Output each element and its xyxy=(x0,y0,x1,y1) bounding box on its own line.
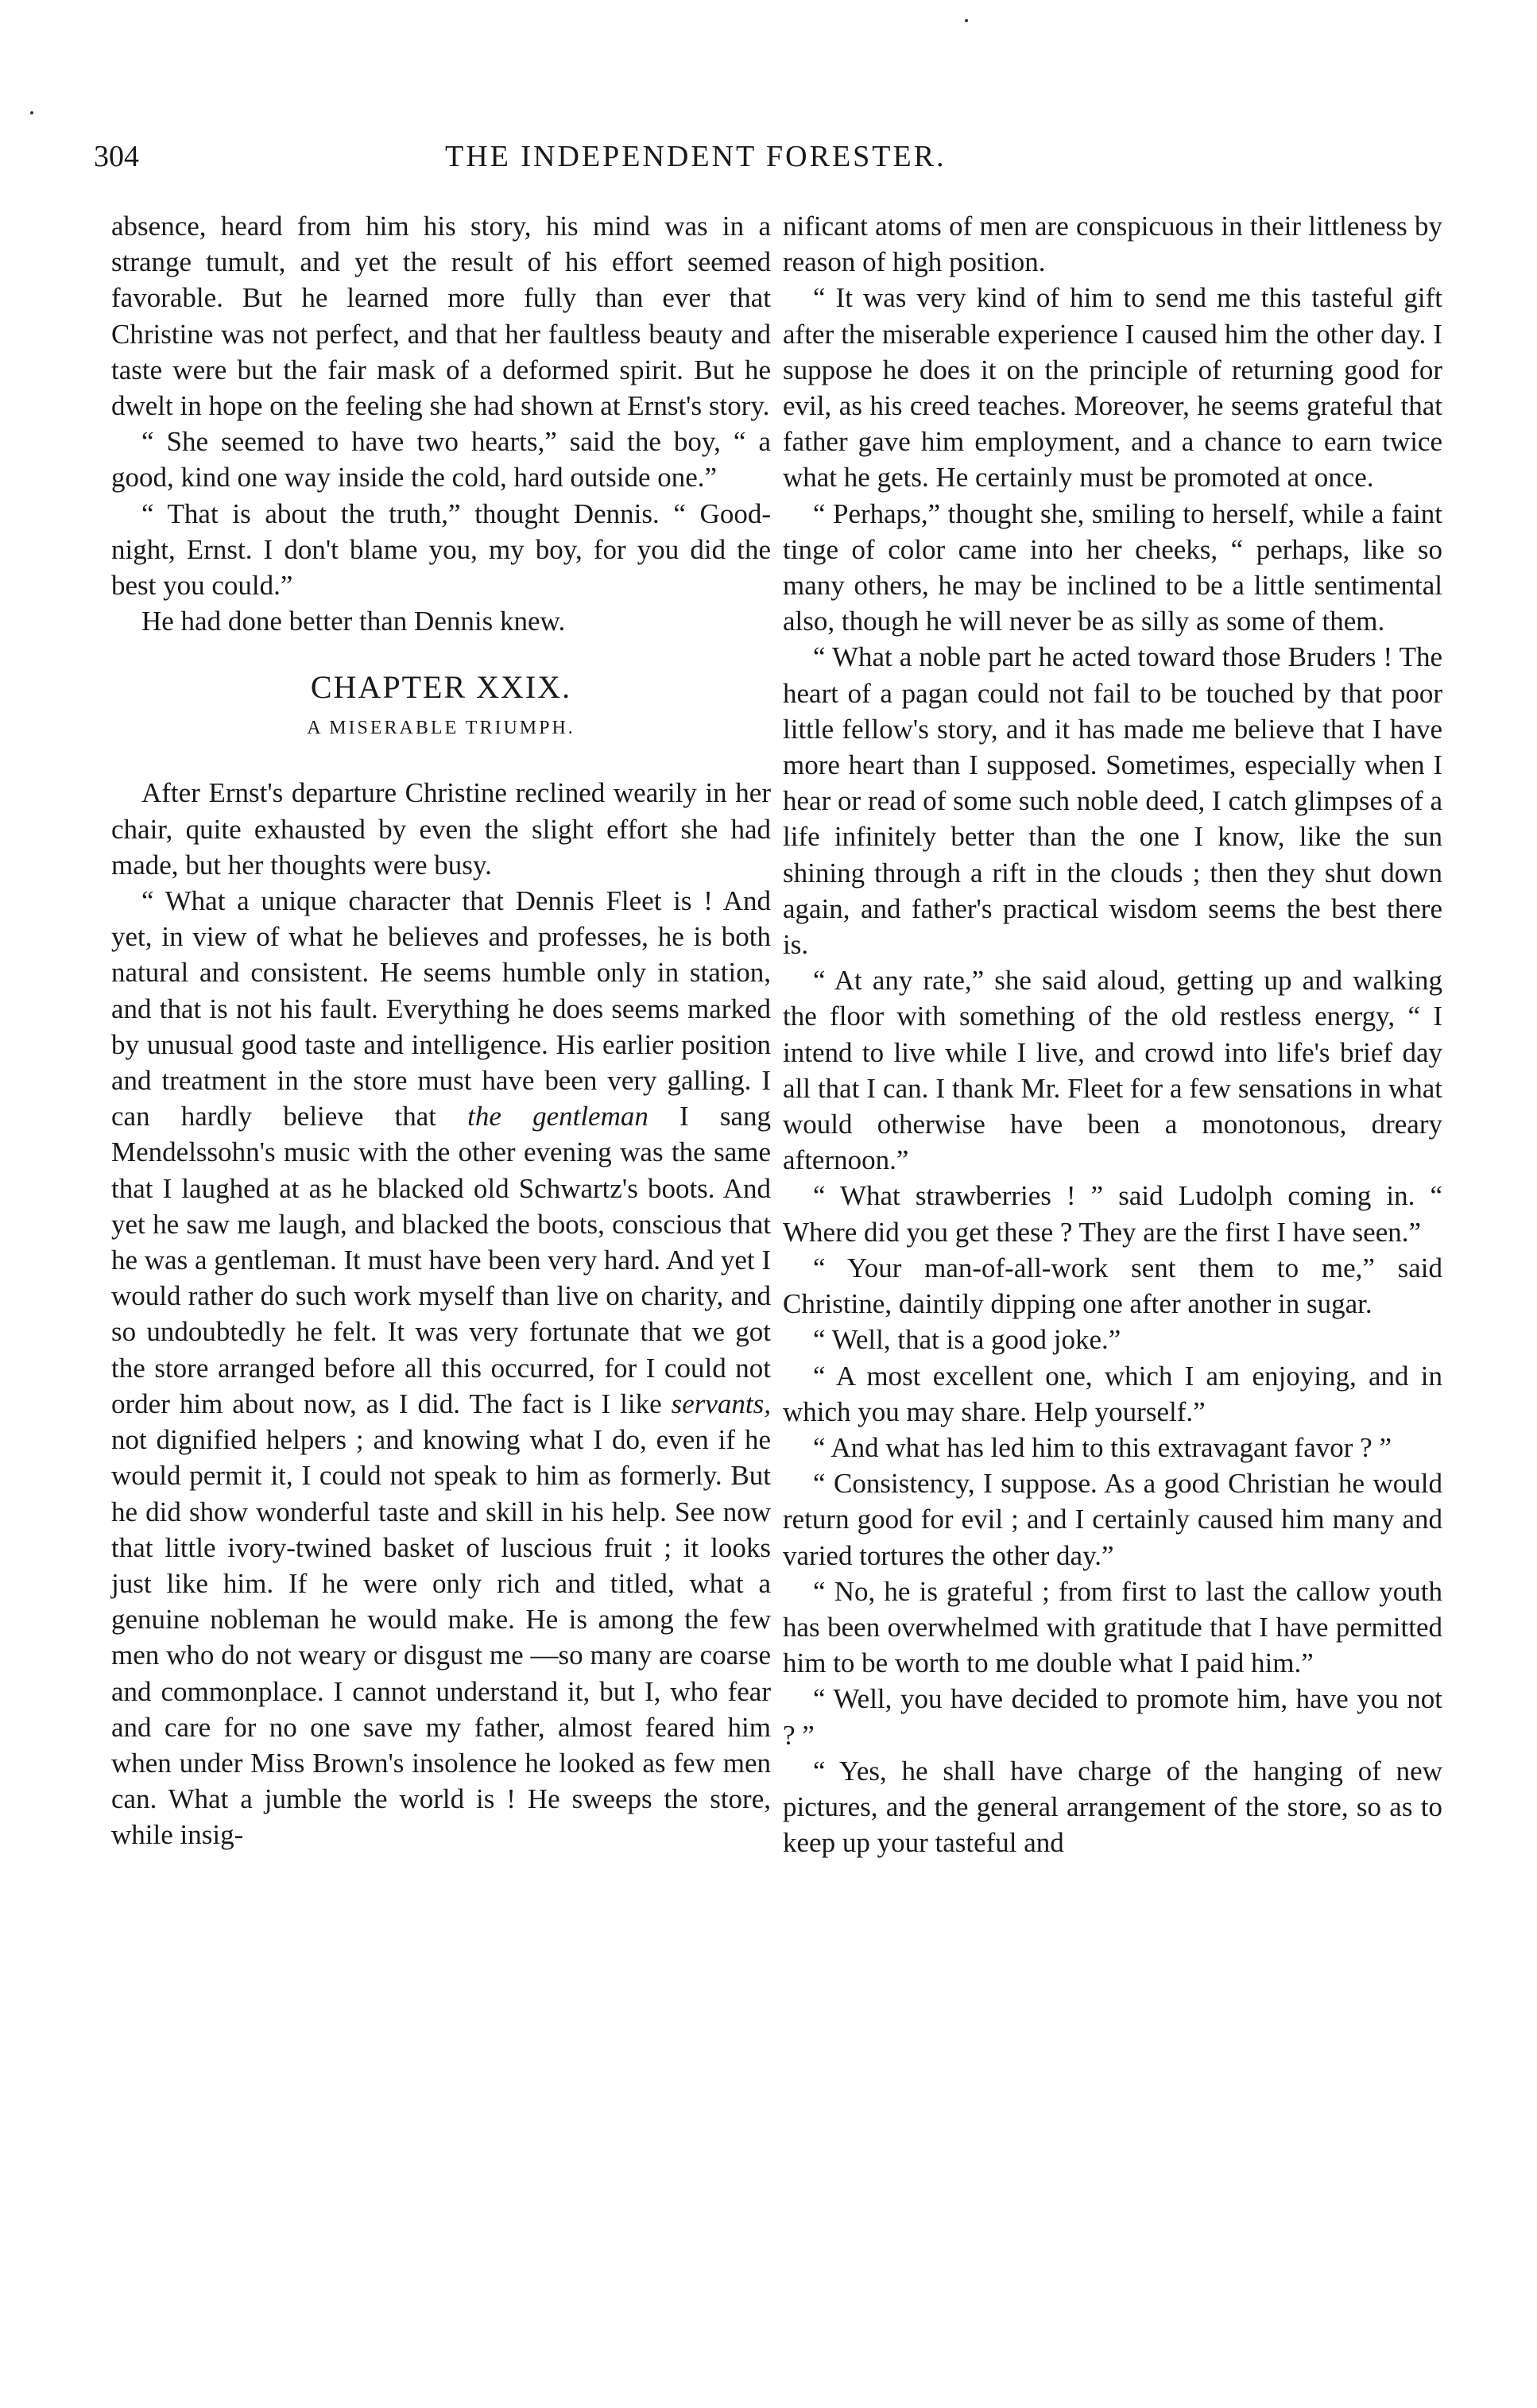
paragraph: “ What strawberries ! ” said Ludolph coming in. “ Where did you get these ? They are the first I have seen.” xyxy=(783,1180,1442,1248)
paragraph: absence, heard from him his story, his mind was in a strange tumult, and yet the result of his effort seemed favorable. But he learned more fully than ever that Christine was not perfect, and that her faultless beauty and taste were but the fair mask of a deformed spirit. But he dwelt in hope on the feeling she had shown at Ernst's story. xyxy=(111,211,771,422)
text-run: “ What a unique character that Dennis Fleet is ! And yet, in view of what he believes and professes, he is both natural and consistent. He seems humble only in station, and that is not his fault. Everything he does seems marked by unusual good taste and intelligence. His earlier position and treatment in the store must have been very galling. I can hardly believe that xyxy=(111,885,771,1132)
running-title: THE INDEPENDENT FORESTER. xyxy=(445,140,947,173)
paragraph: “ No, he is grateful ; from first to last the callow youth has been overwhelmed with gratitude that I have permitted him to be worth to me double what I paid him.” xyxy=(783,1575,1442,1679)
paragraph: “ A most excellent one, which I am enjoying, and in which you may share. Help yourself.” xyxy=(783,1360,1442,1427)
text-run: I sang Mendelssohn's music with the other evening was the same that I laughed at as he blacked old Schwartz's boots. And yet he saw me laugh, and blacked the boots, conscious that he was a gentleman. It must have been very hard. And yet I would rather do such work myself than live on charity, and so undoubtedly he felt. It was very fortunate that we got the store arranged before all this occurred, for I could not order him about now, as I did. The fact is I like xyxy=(111,1101,772,1419)
paragraph: “ At any rate,” she said aloud, getting up and walking the floor with something of the old restless energy, “ I intend to live while I live, and crowd into life's brief day all that I can. I thank Mr. Fleet for a few sensations in what would otherwise have been a monotonous, dreary afternoon.” xyxy=(783,965,1442,1176)
paragraph: “ Well, that is a good joke.” xyxy=(813,1324,1121,1356)
paragraph: “ Perhaps,” thought she, smiling to herself, while a faint tinge of color came into her cheeks, “ perhaps, like so many others, he may be inclined to be a little sentimental also, though he will never be as silly as some of them. xyxy=(783,497,1442,637)
italic-text: servants, xyxy=(671,1388,771,1419)
page-number: 304 xyxy=(94,140,139,173)
paragraph: “ Yes, he shall have charge of the hanging of new pictures, and the general arrangement of the store, so as to keep up your tasteful and xyxy=(783,1755,1442,1859)
paragraph: He had done better than Dennis knew. xyxy=(141,606,566,637)
paragraph xyxy=(111,883,771,1852)
paragraph: “ That is about the truth,” thought Dennis. “ Good-night, Ernst. I don't blame you, my boy, for you did the best you could.” xyxy=(111,497,771,602)
chapter-subtitle: A MISERABLE TRIUMPH. xyxy=(307,718,575,739)
paragraph: After Ernst's departure Christine reclined wearily in her chair, quite exhausted by even the slight effort she had made, but her thoughts were busy. xyxy=(111,777,771,881)
paragraph: “ Well, you have decided to promote him, have you not ? ” xyxy=(783,1683,1442,1751)
chapter-title: CHAPTER XXIX. xyxy=(310,669,572,706)
paragraph: “ And what has led him to this extravagant favor ? ” xyxy=(813,1431,1392,1463)
text-run: not dignified helpers ; and knowing what I do, even if he would permit it, I could not speak to him as formerly. But he did show wonderful taste and skill in his help. See now that little ivory-twined basket of luscious fruit ; it looks just like him. If he were only rich and titled, what a genuine nobleman he would make. He is among the few men who do not weary or disgust me —so many are coarse and commonplace. I cannot understand it, but I, who fear and care for no one save my father, almost feared him when under Miss Brown's insolence he looked as few men can. What a jumble the world is ! He sweeps the store, while insig- xyxy=(111,1424,771,1851)
print-speck xyxy=(30,111,33,114)
paragraph: “ She seemed to have two hearts,” said the boy, “ a good, kind one way inside the cold, hard outside one.” xyxy=(111,426,771,494)
left-column xyxy=(111,208,771,1853)
italic-text: the gentleman xyxy=(467,1101,648,1132)
paragraph: nificant atoms of men are conspicuous in their littleness by reason of high position. xyxy=(783,211,1442,278)
paragraph: “ Your man-of-all-work sent them to me,” said Christine, daintily dipping one after another in sugar. xyxy=(783,1252,1442,1320)
paragraph: “ It was very kind of him to send me this tasteful gift after the miserable experience I caused him the other day. I suppose he does it on the principle of returning good for evil, as his creed teaches. Moreover, he seems grateful that father gave him employment, and a chance to earn twice what he gets. He certainly must be promoted at once. xyxy=(783,282,1442,494)
right-column xyxy=(783,208,1442,1860)
paragraph: “ Consistency, I suppose. As a good Christian he would return good for evil ; and I certainly caused him many and varied tortures the other day.” xyxy=(783,1468,1442,1571)
paragraph: “ What a noble part he acted toward those Bruders ! The heart of a pagan could not fail to be touched by that poor little fellow's story, and it has made me believe that I have more heart than I supposed. Sometimes, especially when I hear or read of some such noble deed, I catch glimpses of a life infinitely better than the one I know, like the sun shining through a rift in the clouds ; then they shut down again, and father's practical wisdom seems the best there is. xyxy=(783,641,1442,961)
print-speck xyxy=(965,19,968,22)
